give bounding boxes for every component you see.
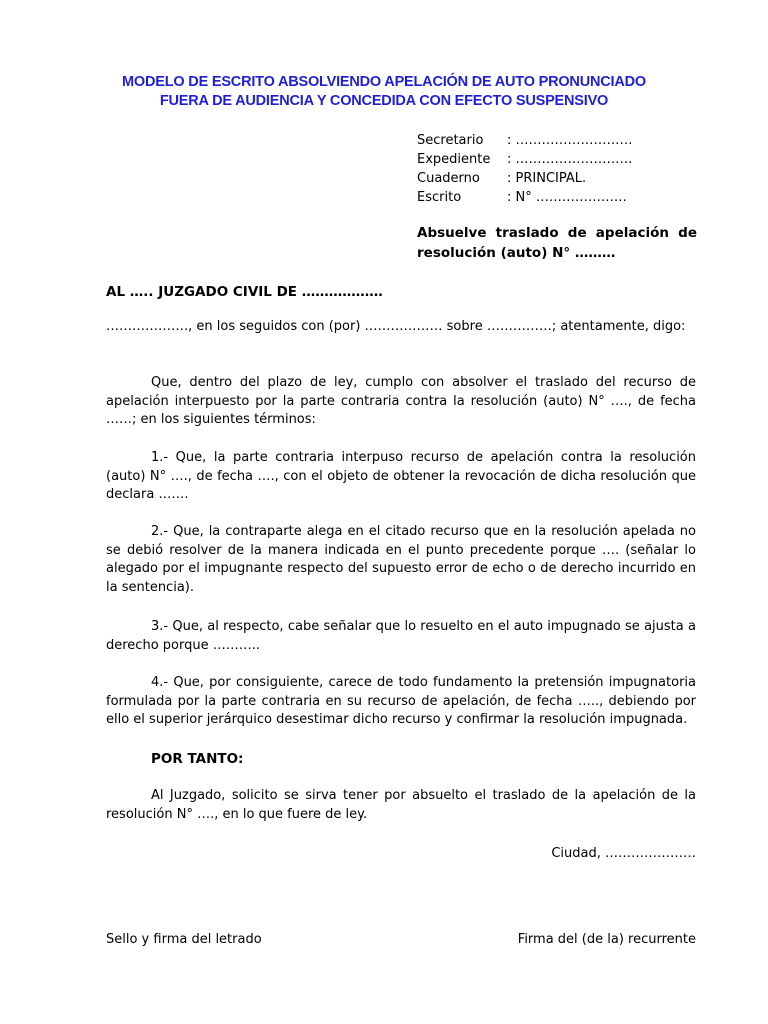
meta-value: : ……………………… (507, 152, 633, 167)
point-4-paragraph: 4.- Que, por consiguiente, carece de todo fundamento la pretensión impugnatoria formulada por la parte contraria en su recurso de apelación, de fecha ….., debiendo por ello el superior jerárquico desestimar dicho recurso y confirmar la resolución impugnada. (106, 675, 696, 727)
point-1-paragraph: 1.- Que, la parte contraria interpuso recurso de apelación contra la resolución (auto) N° …., de fecha …., con el objeto de obtener la revocación de dicha resolución que declara ……. (106, 450, 696, 502)
appellant-signature-label: Firma del (de la) recurrente (517, 932, 696, 947)
meta-label: Cuaderno (417, 171, 480, 186)
petition-paragraph: Al Juzgado, solicito se sirva tener por absuelto el traslado de la apelación de la resolución N° …., en lo que fuere de ley. (106, 788, 696, 822)
intro-paragraph: ………………., en los seguidos con (por) ……………… sobre ……………; atentamente, digo: (106, 319, 686, 334)
por-tanto-heading: POR TANTO: (151, 751, 244, 767)
meta-value: : ……………………… (507, 133, 633, 148)
meta-row-expediente (417, 150, 633, 169)
city-date-line: Ciudad, ………………… (551, 846, 696, 861)
meta-row-cuaderno (417, 169, 633, 188)
main-paragraph: Que, dentro del plazo de ley, cumplo con absolver el traslado del recurso de apelación interpuesto por la parte contraria contra la resolución (auto) N° …., de fecha ……; en los siguientes términos: (106, 375, 696, 427)
title-line-1: MODELO DE ESCRITO ABSOLVIENDO APELACIÓN DE AUTO PRONUNCIADO (122, 74, 646, 90)
lawyer-signature-label: Sello y firma del letrado (106, 932, 262, 947)
meta-row-escrito (417, 188, 633, 207)
title-line-2: FUERA DE AUDIENCIA Y CONCEDIDA CON EFECTO SUSPENSIVO (159, 93, 609, 109)
meta-row-secretario (417, 131, 633, 150)
meta-label: Secretario (417, 133, 484, 148)
point-2-paragraph: 2.- Que, la contraparte alega en el citado recurso que en la resolución apelada no se debió resolver de la manera indicada en el punto precedente porque …. (señalar lo alegado por el impugnante respecto del supuesto error de echo o de derecho incurrido en la sentencia). (106, 524, 696, 595)
meta-value: : N° ………………… (507, 190, 627, 205)
sumilla: Absuelve traslado de apelación de resolución (auto) N° ……… (417, 225, 697, 261)
point-3-paragraph: 3.- Que, al respecto, cabe señalar que lo resuelto en el auto impugnado se ajusta a derecho porque ……….. (106, 619, 696, 653)
document-title (90, 73, 678, 111)
case-metadata (417, 131, 633, 207)
meta-label: Escrito (417, 190, 462, 205)
meta-label: Expediente (417, 152, 491, 167)
meta-value: : PRINCIPAL. (507, 171, 587, 186)
court-addressee: AL ….. JUZGADO CIVIL DE ……………… (106, 284, 383, 300)
